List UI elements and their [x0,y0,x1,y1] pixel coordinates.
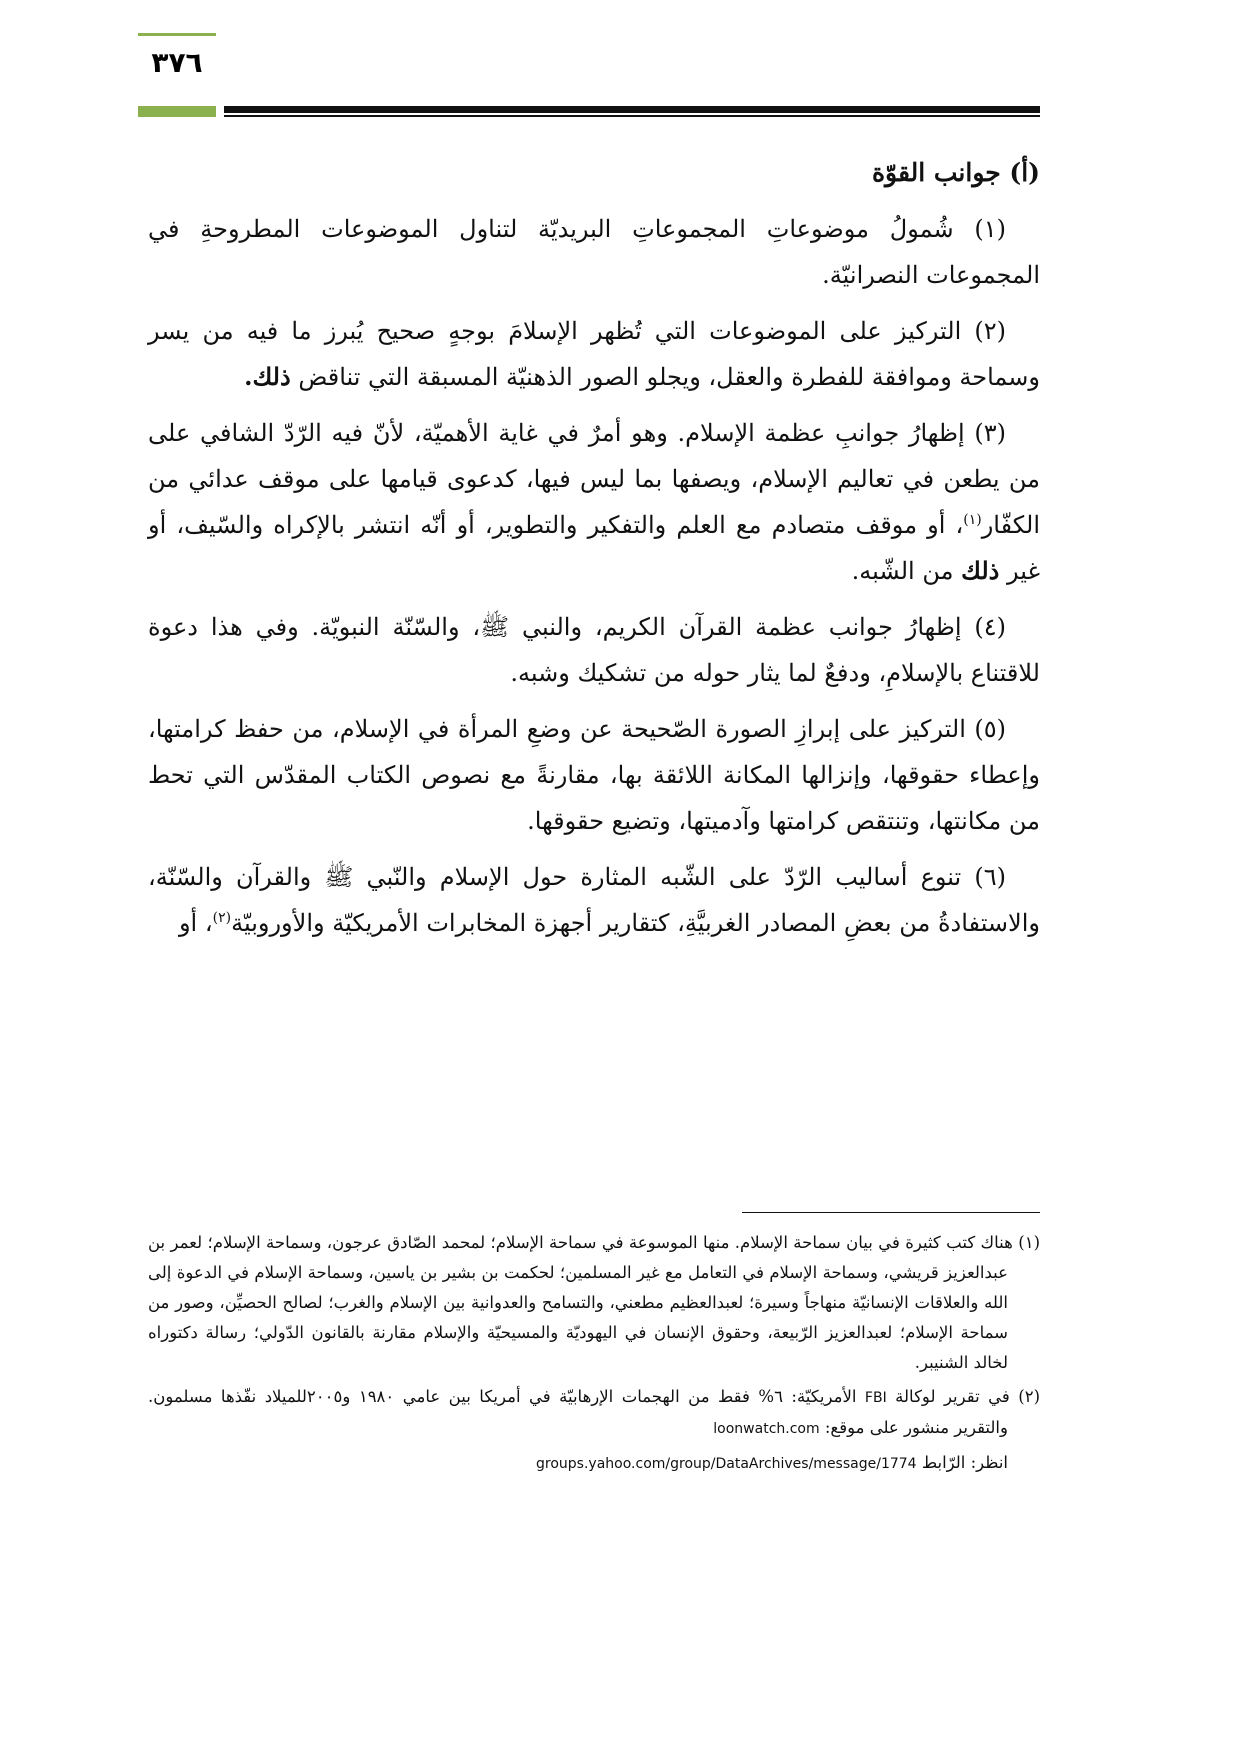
footnote-ref-1[interactable]: (١) [963,512,982,528]
paragraph-2-bold: ذلك. [244,362,291,391]
page-number: ٣٧٦ [151,46,203,79]
footnote-2-site-link[interactable]: loonwatch.com [713,1421,820,1437]
footnote-2-text-a: (٢) في تقرير لوكالة [886,1387,1041,1406]
footnote-2-agency: FBI [864,1390,887,1406]
paragraph-3-bold: ذلك [961,556,1000,585]
footnote-separator [742,1212,1040,1213]
section-heading: (أ) جوانب القوّة [871,158,1040,187]
accent-bar-bottom [138,106,216,117]
paragraph-4: (٤) إظهارُ جوانب عظمة القرآن الكريم، والنبي ﷺ، والسّنّة النبويّة. وفي هذا دعوة للاقتناع بالإسلامِ، ودفعٌ لما يثار حوله من تشكيك وشبه. [148,613,1040,687]
main-text [148,150,1040,956]
footnotes [148,1228,1040,1479]
paragraph-5: (٥) التركيز على إبرازِ الصورة الصّحيحة عن وضعِ المرأة في الإسلام، من حفظ كرامتها، وإعطاء حقوقها، وإنزالها المكانة اللائقة بها، مقارنةً مع نصوص الكتاب المقدّس التي تحط من مكانتها، وتنتقص كرامتها وآدميتها، وتضيع حقوقها. [148,715,1040,835]
footnote-1: (١) هناك كتب كثيرة في بيان سماحة الإسلام. منها الموسوعة في سماحة الإسلام؛ لمحمد الصّادق عرجون، وسماحة الإسلام؛ لعمر بن عبدالعزيز قريشي، وسماحة الإسلام في التعامل مع غير المسلمين؛ لحكمت بن بشير بن ياسين، وسماحة الإسلام في الدعوة إلى الله والعلاقات الإنسانيّة منهاجاً وسيرة؛ لعبدالعظيم مطعني، والتسامح والعدوانية بين الإسلام والغرب؛ لصالح الحصيِّن، وصور من سماحة الإسلام؛ لعبدالعزيز الرّبيعة، وحقوق الإنسان في اليهوديّة والمسيحيّة والإسلام مقارنة بالقانون الدّولي؛ رسالة دكتوراه لخالد الشنيبر. [148,1233,1040,1372]
footnote-2 [148,1382,1040,1444]
paragraph-1: (١) شُمولُ موضوعاتِ المجموعاتِ البريديّة لتناول الموضوعات المطروحةِ في المجموعات النصرانيّة. [148,215,1040,289]
accent-bar-top [138,33,216,36]
paragraph-6-text-a: (٦) تنوع أساليب الرّدّ على الشّبه المثارة حول الإسلام والنّبي ﷺ والقرآن والسّنّة، والاستفادةُ من بعضِ المصادر الغربيَّةِ، كتقارير أجهزة المخابرات الأمريكيّة والأوروبيّة [148,863,1040,937]
paragraph-3-text-c: من الشّبه. [851,557,962,585]
paragraph-2 [148,308,1040,400]
paragraph-3 [148,410,1040,594]
paragraph-3-text-a: (٣) إظهارُ جوانبِ عظمة الإسلام. وهو أمرٌ في غاية الأهميّة، لأنّ فيه الرّدّ الشافي على من يطعن في تعاليم الإسلام، ويصفها بما ليس فيها، كدعوى قيامها على موقف عدائي من الكفّار [148,419,1040,539]
footnote-2-text-c: انظر: الرّابط [916,1453,1008,1472]
footnote-2-text-b: الأمريكيّة: ٦% فقط من الهجمات الإرهابيّة في أمريكا بين عامي ١٩٨٠ و٢٠٠٥للميلاد نفّذها مسلمون. والتقرير منشور على موقع: [148,1387,1008,1437]
footnote-2-url-link[interactable]: groups.yahoo.com/group/DataArchives/message/1774 [536,1456,917,1472]
header-rule-thin [224,115,1040,117]
header-rule-thick [224,106,1040,113]
footnote-ref-2[interactable]: (٢) [212,910,232,926]
footnote-2-link-line [148,1448,1040,1479]
paragraph-3-text-b: ، أو موقف متصادم مع العلم والتفكير والتطوير، أو أنّه انتشر بالإكراه والسّيف، أو غير [148,511,1040,585]
paragraph-6 [148,854,1040,946]
page-header [0,0,1240,120]
paragraph-6-text-b: ، أو [178,909,213,937]
paragraph-2-text: (٢) التركيز على الموضوعات التي تُظهر الإسلامَ بوجهٍ صحيح يُبرز ما فيه من يسر وسماحة وموافقة للفطرة والعقل، ويجلو الصور الذهنيّة المسبقة التي تناقض [148,317,1040,391]
